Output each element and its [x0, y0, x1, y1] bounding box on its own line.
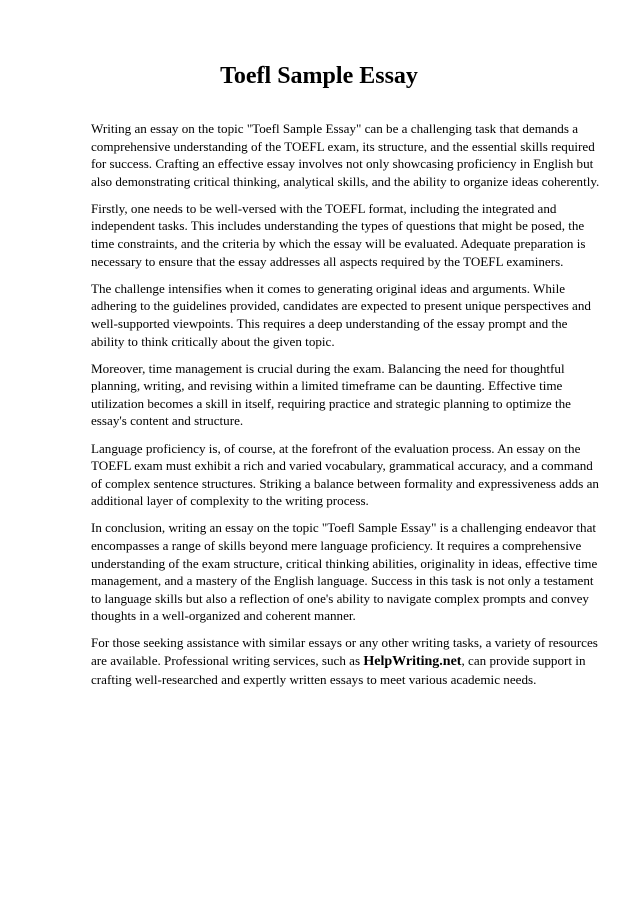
resources-text-after: , can provide support in crafting well-researched and expertly written essays to meet various academic needs.	[91, 653, 586, 687]
paragraph-time-management: Moreover, time management is crucial during the exam. Balancing the need for thoughtful planning, writing, and revising within a limited timeframe can be daunting. Effective time utilization becomes a skill in itself, requiring practice and strategic planning to optimize the essay's content and structure.	[91, 360, 571, 429]
paragraph-conclusion: In conclusion, writing an essay on the topic "Toefl Sample Essay" is a challenging endeavor that encompasses a range of skills beyond mere language proficiency. It requires a comprehensive understanding of the exam structure, critical thinking abilities, originality in ideas, effective time management, and a mastery of the English language. Success in this task is not only a testament to language skills but also a reflection of one's ability to navigate complex prompts and convey thoughts in a well-organized and coherent manner.	[91, 520, 598, 624]
resources-text-before: For those seeking assistance with similar essays or any other writing tasks, a variety of resources are available. Professional writing services, such as	[91, 635, 598, 669]
paragraph-intro: Writing an essay on the topic "Toefl Sample Essay" can be a challenging task that demands a comprehensive understanding of the TOEFL exam, its structure, and the essential skills required for success. Crafting an effective essay involves not only showcasing proficiency in English but also demonstrating critical thinking, analytical skills, and the ability to organize ideas coherently.	[91, 121, 600, 189]
document-title: Toefl Sample Essay	[220, 63, 418, 89]
paragraph-format: Firstly, one needs to be well-versed with the TOEFL format, including the integrated and independent tasks. This includes understanding the types of questions that might be posed, the time constraints, and the criteria by which the essay will be evaluated. Adequate preparation is necessary to ensure that the essay addresses all aspects required by the TOEFL examiners.	[91, 200, 586, 269]
document-body	[91, 120, 601, 698]
paragraph-resources	[91, 634, 601, 688]
paragraph-language: Language proficiency is, of course, at the forefront of the evaluation process. An essay on the TOEFL exam must exhibit a rich and varied vocabulary, grammatical accuracy, and a command of complex sentence structures. Striking a balance between formality and expressiveness adds an additional layer of complexity to the writing process.	[91, 440, 599, 509]
brand-link[interactable]: HelpWriting.net	[363, 654, 462, 670]
paragraph-ideas: The challenge intensifies when it comes to generating original ideas and arguments. While adhering to the guidelines provided, candidates are expected to present unique perspectives and well-supported viewpoints. This requires a deep understanding of the essay prompt and the ability to think critically about the given topic.	[91, 280, 591, 349]
